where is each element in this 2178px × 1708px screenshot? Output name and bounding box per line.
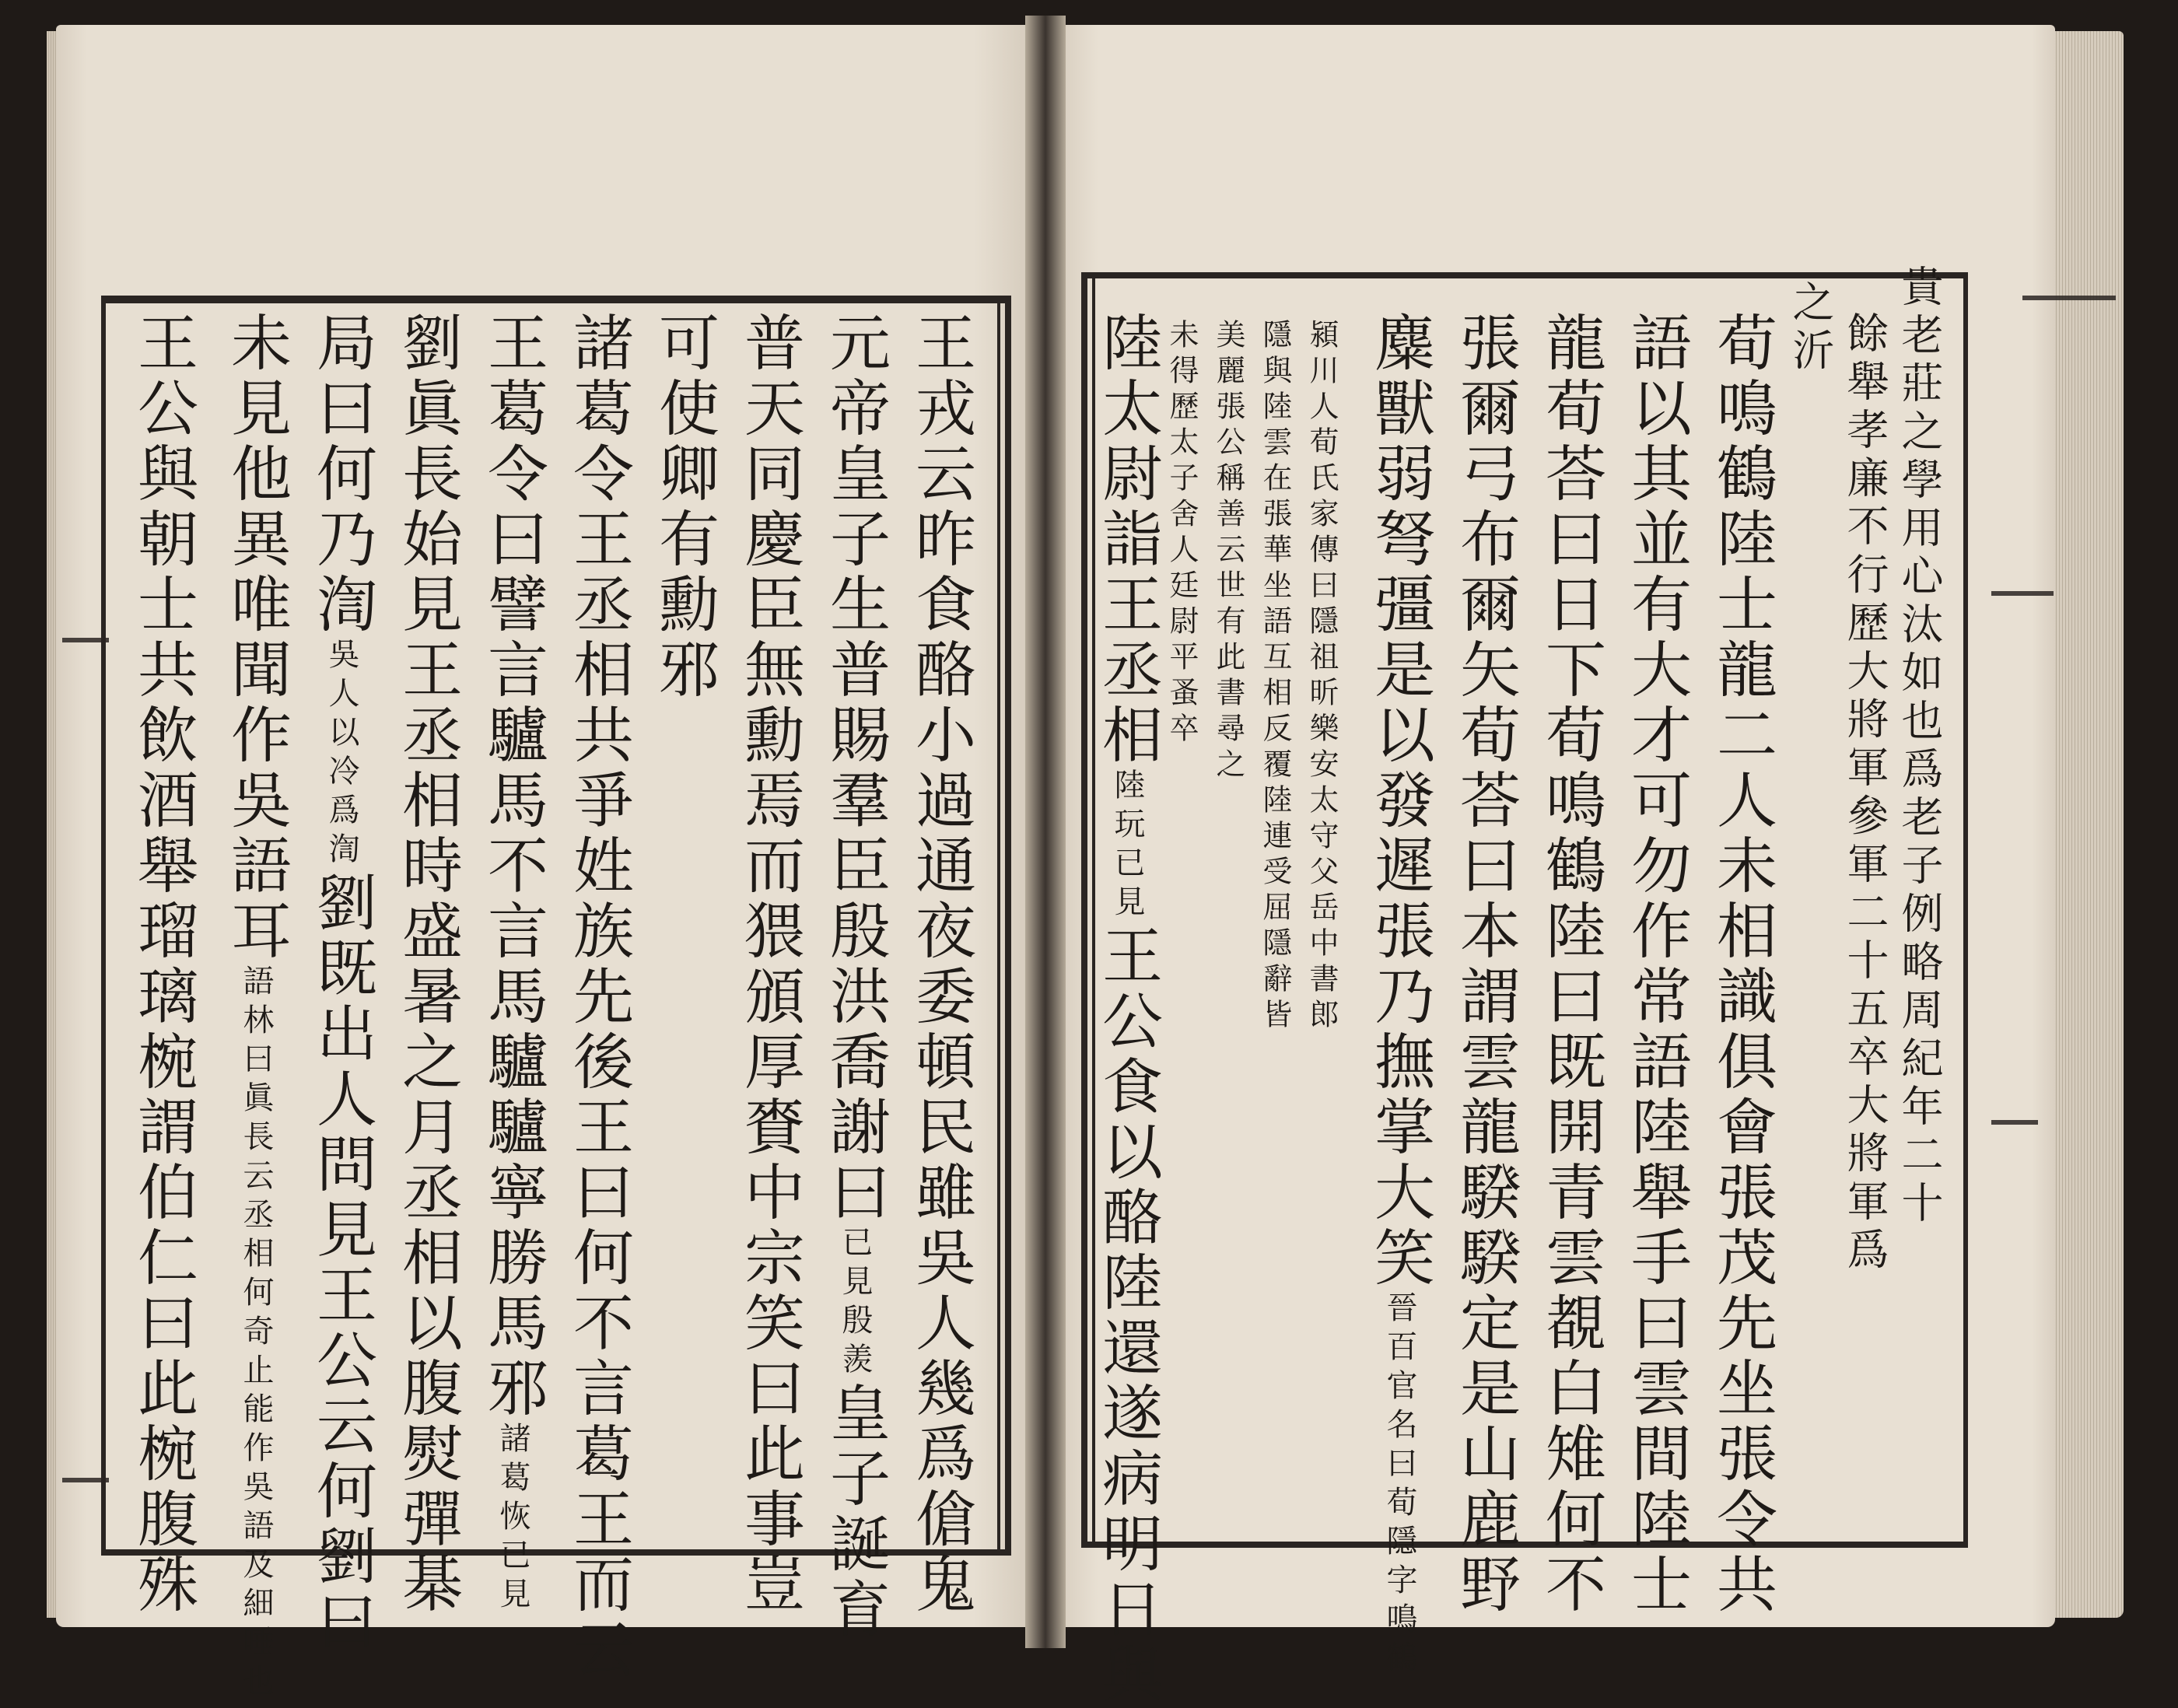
- right-col-6: [1304, 319, 1339, 1034]
- edge-ink-mark: [62, 1478, 109, 1482]
- left-col-8-text-cont: 劉既出人問見王公云何劉曰: [306, 871, 376, 1655]
- right-col-9-note: 未得歷太子舍人廷尉平蚤卒: [1164, 319, 1199, 748]
- left-col-2-text-cont: 皇子誕育: [820, 1381, 890, 1643]
- edge-ink-mark: [1991, 1120, 2038, 1125]
- right-col-3-text: 龍荀荅曰日下荀鳴鶴陸曰既開青雲覩白雉何不: [1535, 311, 1605, 1618]
- edge-ink-mark: [2022, 296, 2116, 300]
- right-col-1-text: 荀鳴鶴陸士龍二人未相識俱會張茂先坐張令共: [1707, 311, 1777, 1618]
- left-col-7-text: 劉眞長始見王丞相時盛暑之月丞相以腹熨彈棊: [392, 311, 462, 1618]
- right-col-8-note: 美麗張公稱善云世有此書尋之: [1211, 319, 1245, 784]
- right-col-4: [1450, 311, 1520, 1618]
- left-col-10: [128, 311, 198, 1618]
- left-col-8: [306, 311, 376, 1655]
- left-col-2: [820, 311, 890, 1643]
- left-col-7: [392, 311, 462, 1618]
- left-col-9-text: 未見他異唯聞作吳語耳: [221, 311, 291, 964]
- right-col-4-text: 張爾弓布爾矢荀荅曰本謂雲龍騤騤定是山鹿野: [1450, 311, 1520, 1618]
- left-col-3-text: 普天同慶臣無勳焉而猥頒厚賚中宗笑曰此事豈: [734, 311, 804, 1618]
- right-margin-col-3-text: 之沂: [1786, 280, 1835, 376]
- left-col-1-text: 王戎云昨食酪小過通夜委頓民雖吳人幾爲傖鬼: [905, 311, 975, 1618]
- left-col-3: [734, 311, 804, 1618]
- right-col-9: [1164, 319, 1199, 748]
- right-page-edges: [2054, 31, 2124, 1618]
- right-col-5-note: 晉百官名曰荀隱字鳴鶴: [1381, 1291, 1417, 1680]
- right-col-7-note: 隱與陸雲在張華坐語互相反覆陸連受屈隱辭皆: [1258, 319, 1292, 1034]
- right-col-8: [1213, 319, 1243, 784]
- right-col-5: [1364, 311, 1434, 1680]
- left-col-2-text: 元帝皇子生普賜羣臣殷洪喬謝曰: [820, 311, 890, 1226]
- right-col-10: [1092, 311, 1162, 1708]
- book-gutter: [1025, 16, 1066, 1648]
- edge-ink-mark: [62, 638, 109, 642]
- right-col-6-note: 潁川人荀氏家傳曰隱祖昕樂安太守父岳中書郎: [1304, 319, 1339, 1034]
- left-col-9-note: 語林曰眞長云丞相何奇止能作吳語及細唾也: [238, 964, 274, 1703]
- right-col-10-note: 陸玩已見: [1109, 768, 1145, 924]
- left-col-6-note: 諸葛恢已見: [495, 1422, 530, 1616]
- left-col-6-text: 王葛令曰譬言驢馬不言馬驢驢寧勝馬邪: [478, 311, 548, 1422]
- left-col-5-text: 諸葛令王丞相共爭姓族先後王曰何不言葛王而云: [563, 311, 633, 1683]
- right-margin-col-1: [1895, 264, 1944, 1229]
- left-col-4: [649, 311, 719, 703]
- right-col-7: [1260, 319, 1290, 1034]
- right-col-3: [1535, 311, 1605, 1618]
- right-margin-col-2-text: 餘舉孝廉不行歷大將軍參軍二十五卒大將軍爲: [1840, 311, 1889, 1276]
- left-col-2-note: 已見殷羨: [837, 1226, 873, 1381]
- left-col-4-text: 可使卿有勳邪: [649, 311, 719, 703]
- left-col-1: [905, 311, 975, 1618]
- left-col-5: [563, 311, 633, 1683]
- right-margin-col-3: [1786, 280, 1835, 376]
- left-col-6: [478, 311, 548, 1616]
- left-col-8-text: 局曰何乃渹: [306, 311, 376, 638]
- right-margin-col-1-text: 貴老莊之學用心汰如也爲老子例略周紀年二十: [1895, 264, 1944, 1229]
- left-col-10-text: 王公與朝士共飲酒舉瑠璃椀謂伯仁曰此椀腹殊: [128, 311, 198, 1618]
- left-col-8-note: 吳人以冷爲渹: [324, 638, 359, 871]
- right-col-2: [1621, 311, 1691, 1618]
- right-col-10-text-cont: 王公食以酪陸還遂病明日與: [1092, 924, 1162, 1708]
- left-col-9: [221, 311, 291, 1703]
- right-margin-col-2: [1840, 311, 1889, 1276]
- edge-ink-mark: [1991, 591, 2054, 596]
- right-col-2-text: 語以其並有大才可勿作常語陸舉手曰雲間陸士: [1621, 311, 1691, 1618]
- left-frame-inner-rule: [997, 303, 1000, 1549]
- right-col-1: [1707, 311, 1777, 1618]
- right-col-5-text: 麋獸弱弩彊是以發遲張乃撫掌大笑: [1364, 311, 1434, 1291]
- right-col-10-text: 陸太尉詣王丞相: [1092, 311, 1162, 768]
